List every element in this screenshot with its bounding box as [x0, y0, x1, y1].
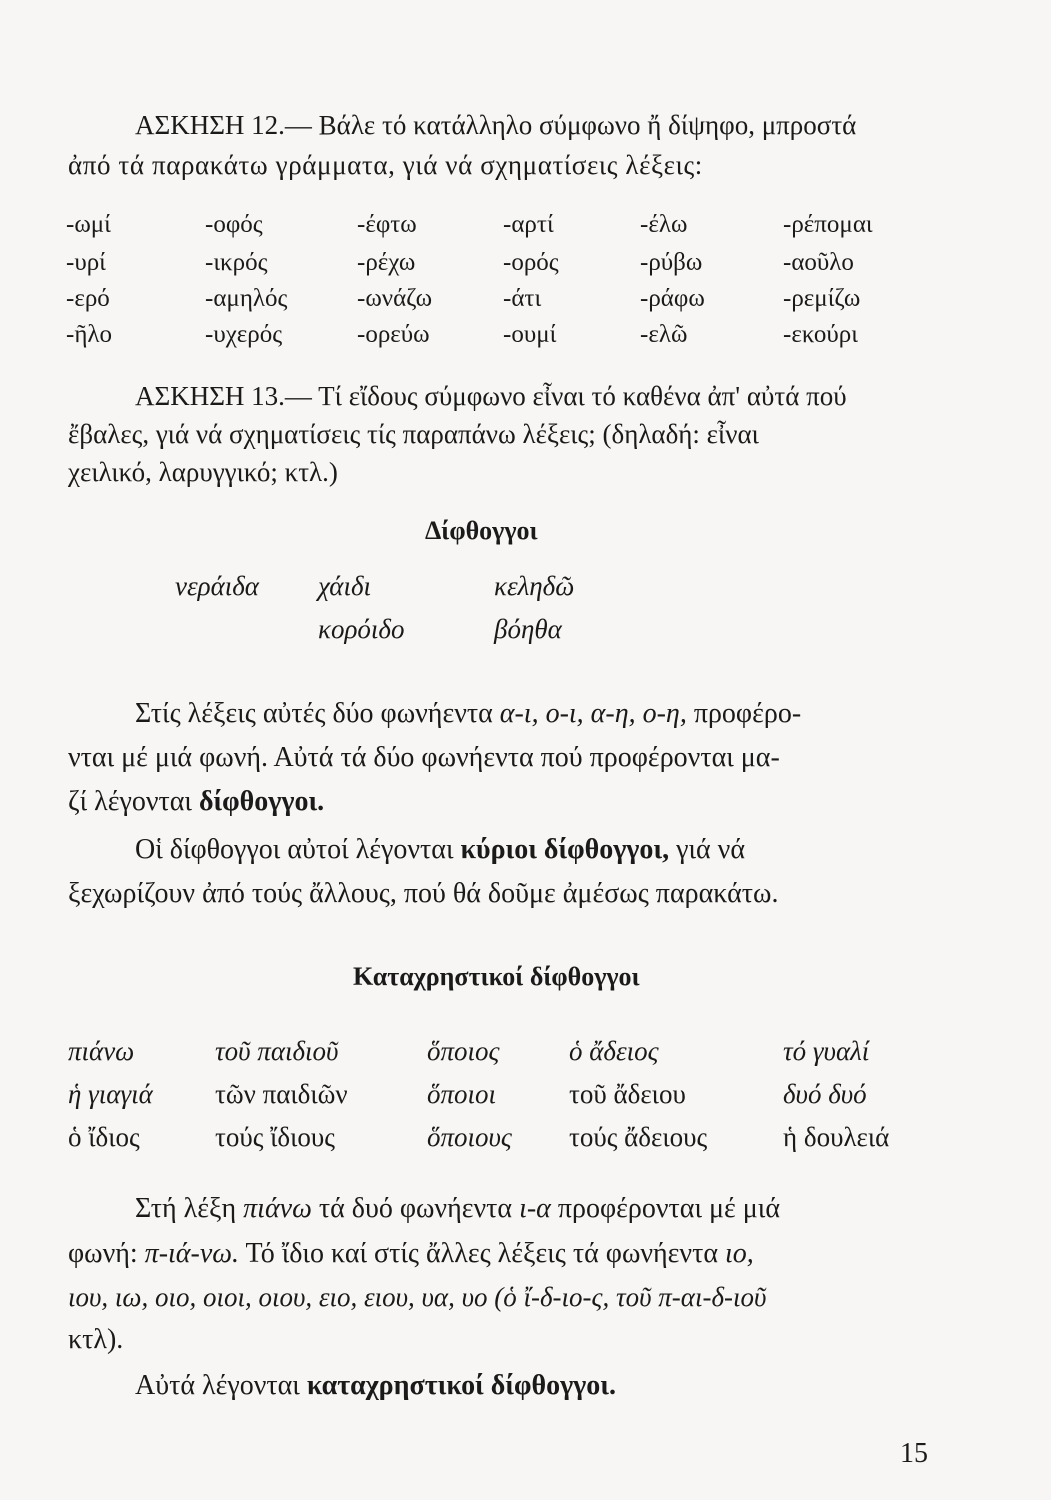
text-run: φωνή: [68, 1238, 138, 1269]
grid-cell: -ορεύω [357, 321, 430, 348]
table-cell: ὅποιος [427, 1036, 500, 1066]
grid-cell: -ωμί [66, 211, 111, 238]
text-run: Στή λέξη [135, 1193, 237, 1224]
table-cell: δυό δυό [783, 1079, 867, 1109]
exercise13-heading: ΑΣΚΗΣΗ 13.— Τί εἴδους σύμφωνο εἶναι τό καθένα ἀπ' αὐτά πού [135, 381, 847, 411]
grid-cell: -αοῦλο [783, 249, 854, 276]
grid-cell: -ῆλο [66, 321, 113, 348]
table-cell: πιάνω [68, 1036, 135, 1066]
paragraph-line [135, 700, 801, 728]
text-run-italic: π-ιά-νω. [144, 1238, 240, 1269]
exercise13-text-line: ἔβαλες, γιά νά σχηματίσεις τίς παραπάνω λέξεις; (δηλαδή: εἶναι [68, 419, 759, 449]
grid-cell: -ρέπομαι [783, 211, 873, 238]
paragraph-line [135, 1372, 616, 1400]
text-run-bold: δίφθογγοι. [198, 786, 325, 817]
grid-cell: -ωνάζω [357, 285, 433, 312]
example-word: νεράιδα [175, 571, 259, 601]
paragraph-line: ιου, ιω, οιο, οιοι, οιου, ειο, ειου, υα, υο (ὁ ἴ-δ-ιο-ς, τοῦ π-αι-δ-ιοῦ [68, 1282, 767, 1312]
paragraph-line [135, 836, 745, 864]
text-run-italic: α-ι, ο-ι, α-η, ο-η, [499, 698, 687, 729]
example-word: χάιδι [318, 571, 372, 601]
text-run: Αὐτά λέγονται [135, 1370, 300, 1401]
text-run-bold: καταχρηστικοί δίφθογγοι. [306, 1370, 616, 1401]
paragraph-line [68, 788, 324, 816]
grid-cell: -άτι [503, 285, 542, 312]
text-run: ζί λέγονται [68, 786, 192, 817]
table-cell: τούς ἄδειους [569, 1122, 708, 1152]
table-cell: τό γυαλί [783, 1036, 870, 1066]
grid-cell: -ικρός [205, 249, 268, 276]
grid-cell: -ελῶ [640, 321, 688, 348]
text-run-bold: κύριοι δίφθογγοι, [460, 834, 670, 865]
page-number: 15 [900, 1438, 928, 1469]
text-run: Οἱ δίφθογγοι αὐτοί λέγονται [135, 834, 454, 865]
table-cell: τοῦ παιδιοῦ [215, 1036, 339, 1066]
grid-cell: -ρύβω [640, 249, 703, 276]
example-word: κεληδῶ [494, 571, 575, 601]
table-cell: ἡ γιαγιά [68, 1079, 153, 1109]
grid-cell: -αμηλός [205, 285, 288, 312]
grid-cell: -υχερός [205, 321, 283, 348]
grid-cell: -ερό [66, 285, 110, 312]
exercise12-heading: ΑΣΚΗΣΗ 12.— Βάλε τό κατάλληλο σύμφωνο ἤ δίψηφο, μπροστά [135, 110, 857, 140]
text-run: Στίς λέξεις αὐτές δύο φωνήεντα [135, 698, 493, 729]
table-cell: τούς ἴδιους [215, 1122, 335, 1152]
paragraph-line: κτλ). [68, 1324, 124, 1355]
paragraph-line [135, 1195, 780, 1223]
grid-cell: -ρεμίζω [783, 285, 861, 312]
grid-cell: -οφός [205, 211, 263, 238]
grid-cell: -έφτω [357, 211, 417, 238]
grid-cell: -ρέχω [357, 249, 416, 276]
text-run: γιά νά [676, 834, 745, 865]
text-run-italic: ιο, [725, 1238, 754, 1269]
grid-cell: -έλω [640, 211, 688, 238]
text-run: Τό ἴδιο καί στίς ἄλλες λέξεις τά φωνήεντα [245, 1238, 719, 1269]
grid-cell: -εκούρι [783, 321, 858, 348]
section-title-diphthongs: Δίφθογγοι [425, 516, 538, 545]
example-word: κορόιδο [318, 614, 405, 644]
paragraph-line: ξεχωρίζουν ἀπό τούς ἄλλους, πού θά δοῦμε ἀμέσως παρακάτω. [68, 878, 779, 909]
table-cell: ὁ ἴδιος [68, 1122, 140, 1152]
table-cell: ὁ ἄδειος [569, 1036, 659, 1066]
section-title-improper-diphthongs: Καταχρηστικοί δίφθογγοι [353, 962, 640, 991]
text-run: προφέρο- [693, 698, 802, 729]
table-cell: ὅποιοι [427, 1079, 497, 1109]
grid-cell: -αρτί [503, 211, 554, 238]
paragraph-line [68, 1240, 754, 1268]
table-cell: τοῦ ἄδειου [569, 1079, 686, 1109]
table-cell: τῶν παιδιῶν [215, 1079, 348, 1109]
grid-cell: -ουμί [503, 321, 557, 348]
table-cell: ὅποιους [427, 1122, 512, 1152]
text-run: προφέρονται μέ μιά [557, 1193, 780, 1224]
grid-cell: -ράφω [640, 285, 705, 312]
example-word: βόηθα [494, 614, 562, 644]
exercise12-instruction: ἀπό τά παρακάτω γράμματα, γιά νά σχηματίσεις λέξεις: [68, 150, 703, 180]
text-run: τά δυό φωνήεντα [318, 1193, 513, 1224]
table-cell: ἡ δουλειά [783, 1122, 890, 1152]
paragraph-line: νται μέ μιά φωνή. Αὐτά τά δύο φωνήεντα πού προφέρονται μα- [68, 742, 780, 773]
exercise13-text-line: χειλικό, λαρυγγικό; κτλ.) [68, 457, 338, 487]
text-run-italic: ι-α [519, 1193, 551, 1224]
grid-cell: -ορός [503, 249, 559, 276]
grid-cell: -υρί [66, 249, 106, 276]
bleed-through-text [60, 112, 66, 138]
text-run-italic: πιάνω [243, 1193, 312, 1224]
